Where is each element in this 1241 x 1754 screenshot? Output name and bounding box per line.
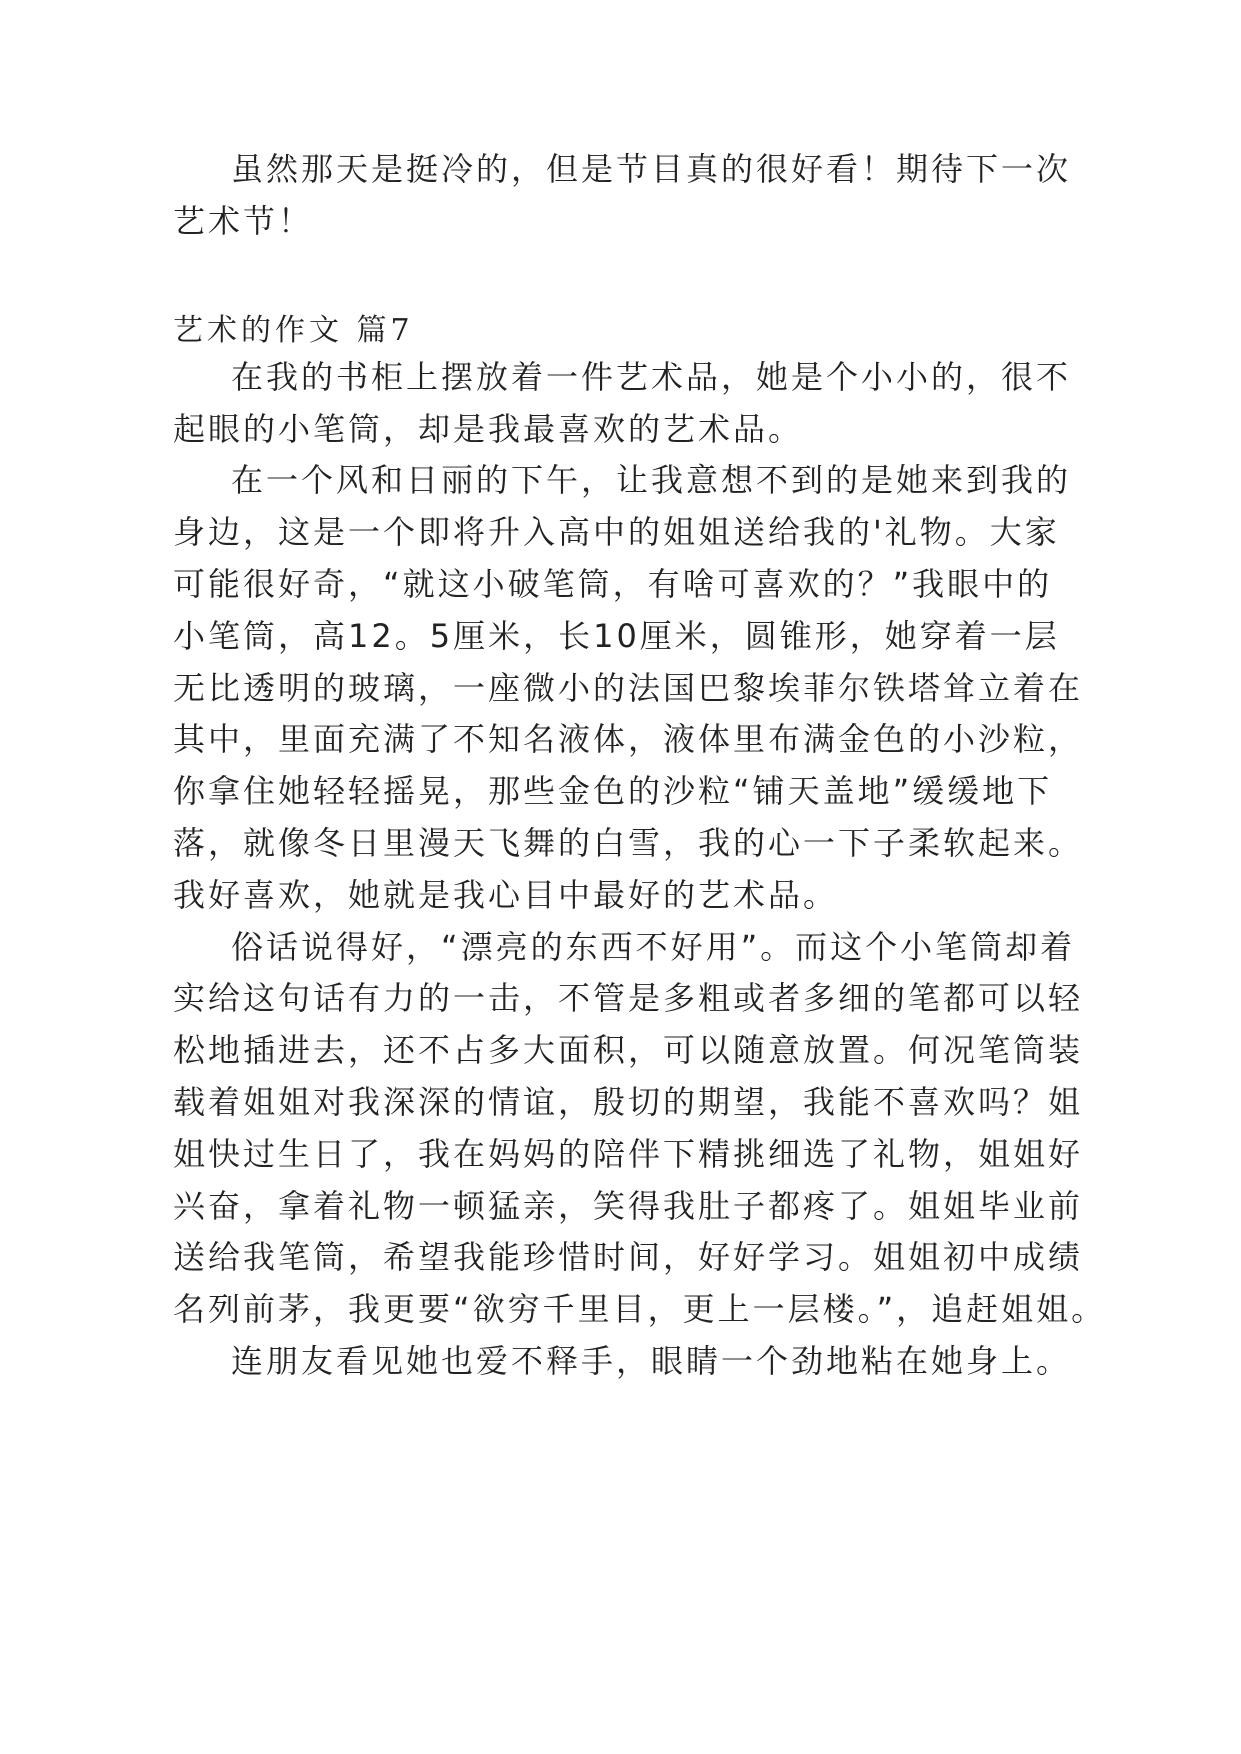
- paragraph-line: 身边，这是一个即将升入高中的姐姐送给我的'礼物。大家: [173, 513, 1060, 551]
- paragraph-line: 兴奋，拿着礼物一顿猛亲，笑得我肚子都疼了。姐姐毕业前: [173, 1187, 1084, 1225]
- paragraph-line: 可能很好奇，“就这小破笔筒，有啥可喜欢的？”我眼中的: [173, 565, 1053, 603]
- paragraph-line: 名列前茅，我更要“欲穷千里目，更上一层楼。”，追赶姐姐。: [173, 1290, 1107, 1328]
- paragraph-line: 连朋友看见她也爱不释手，眼睛一个劲地粘在她身上。: [231, 1342, 1072, 1380]
- paragraph-line: 落，就像冬日里漫天飞舞的白雪，我的心一下子柔软起来。: [173, 824, 1084, 862]
- paragraph-line: 姐快过生日了，我在妈妈的陪伴下精挑细选了礼物，姐姐好: [173, 1135, 1084, 1173]
- paragraph-line: 我好喜欢，她就是我心目中最好的艺术品。: [173, 876, 839, 914]
- paragraph-line: 载着姐姐对我深深的情谊，殷切的期望，我能不喜欢吗？姐: [173, 1083, 1084, 1121]
- paragraph-line: 你拿住她轻轻摇晃，那些金色的沙粒“铺天盖地”缓缓地下: [173, 772, 1053, 810]
- paragraph-line: 小笔筒，高12。5厘米，长10厘米，圆锥形，她穿着一层: [173, 617, 1060, 655]
- paragraph-line: 无比透明的玻璃，一座微小的法国巴黎埃菲尔铁塔耸立着在: [173, 669, 1084, 707]
- paragraph-line: 其中，里面充满了不知名液体，液体里布满金色的小沙粒，: [173, 720, 1084, 758]
- paragraph-line: 松地插进去，还不占多大面积，可以随意放置。何况笔筒装: [173, 1031, 1084, 1069]
- paragraph-line: 实给这句话有力的一击，不管是多粗或者多细的笔都可以轻: [173, 979, 1084, 1017]
- paragraph-line: 在我的书柜上摆放着一件艺术品，她是个小小的，很不: [231, 358, 1072, 396]
- paragraph-line: 起眼的小笔筒，却是我最喜欢的艺术品。: [173, 410, 804, 448]
- paragraph-line: 在一个风和日丽的下午，让我意想不到的是她来到我的: [231, 461, 1072, 499]
- paragraph-line: 艺术节！: [173, 202, 314, 240]
- paragraph-line: 送给我笔筒，希望我能珍惜时间，好好学习。姐姐初中成绩: [173, 1238, 1084, 1276]
- paragraph-line: 虽然那天是挺冷的，但是节目真的很好看！期待下一次: [231, 150, 1072, 188]
- section-heading: 艺术的作文 篇7: [173, 313, 414, 348]
- paragraph-line: 俗话说得好，“漂亮的东西不好用”。而这个小笔筒却着: [231, 928, 1076, 966]
